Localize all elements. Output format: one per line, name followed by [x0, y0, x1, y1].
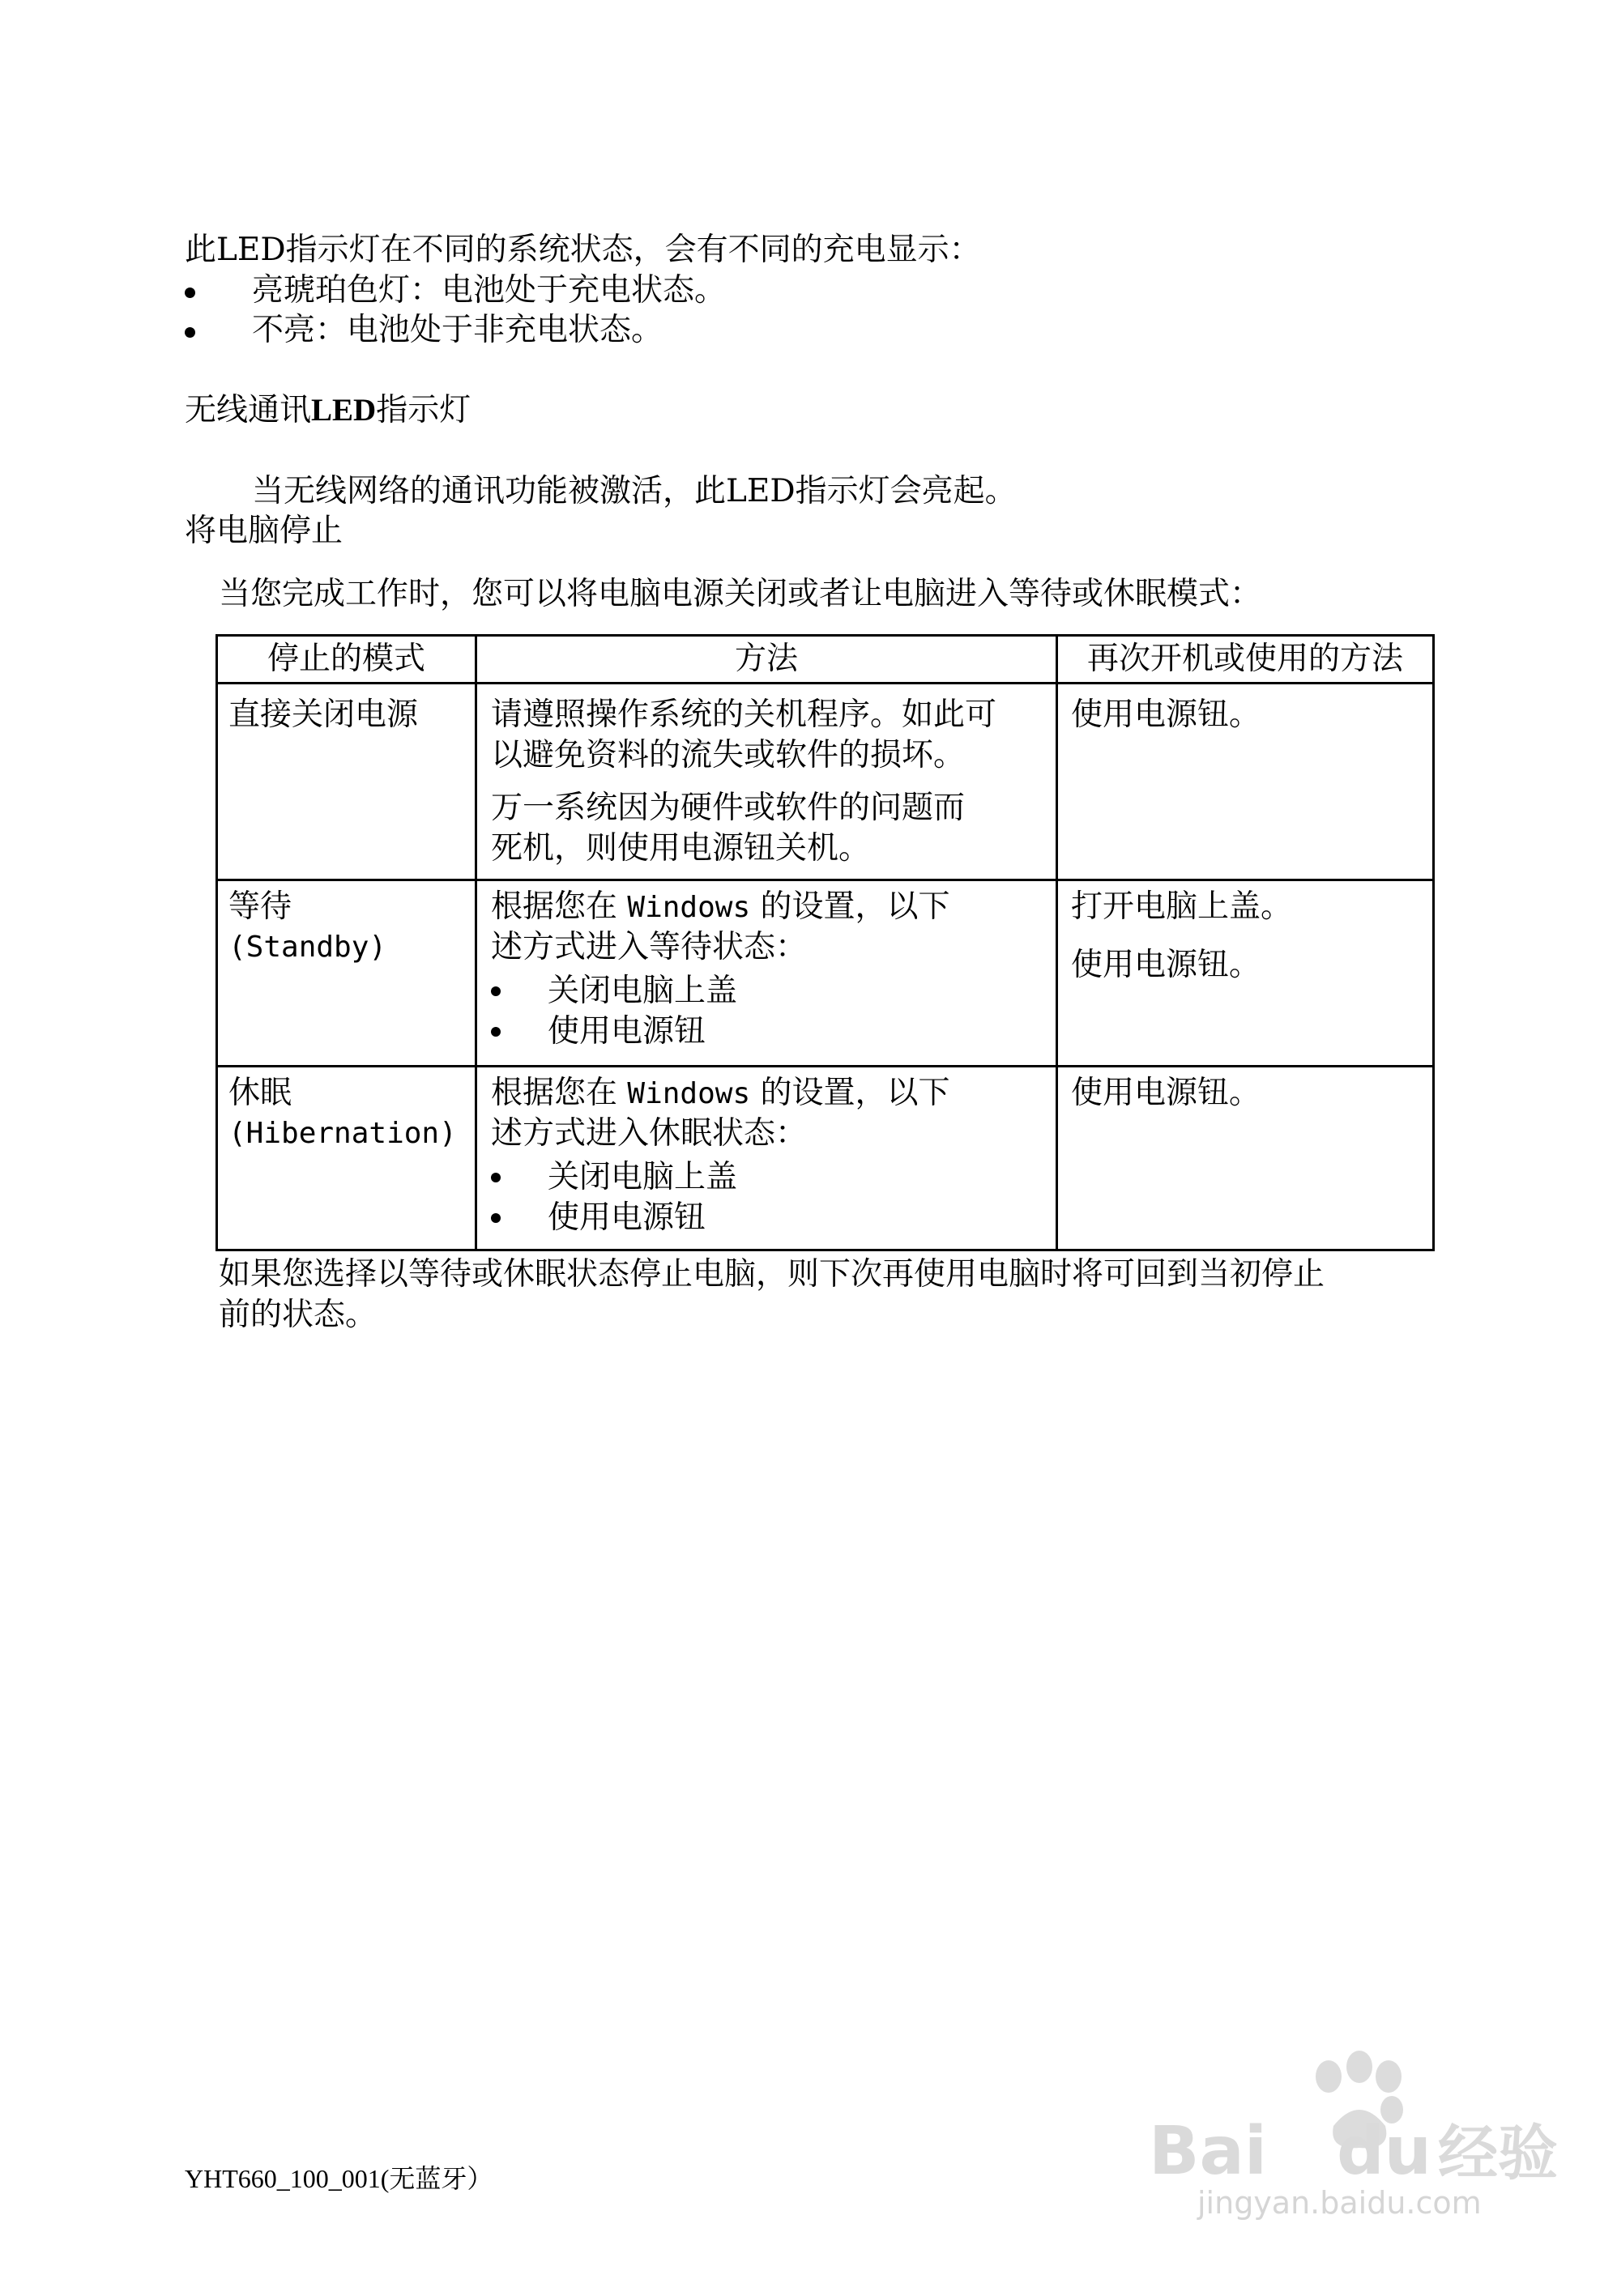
bullet-icon [491, 1213, 501, 1223]
row3-mode-en: (Hibernation) [228, 1117, 457, 1150]
row3-method-bullet2: 使用电源钮 [548, 1199, 706, 1236]
row3-mode: 休眠 [228, 1075, 292, 1111]
row1-method-line3: 万一系统因为硬件或软件的问题而 [491, 790, 966, 826]
row3-method-line2: 述方式进入休眠状态： [491, 1115, 808, 1152]
row1-method-line4: 死机，则使用电源钮关机。 [491, 830, 871, 867]
row3-restart: 使用电源钮。 [1071, 1075, 1261, 1111]
row2-method-bullet2: 使用电源钮 [548, 1013, 706, 1050]
row1-method-line2: 以避免资料的流失或软件的损坏。 [491, 737, 966, 773]
row2-restart2: 使用电源钮。 [1071, 947, 1261, 983]
watermark-logo [1149, 2049, 1559, 2221]
after-line-2: 前的状态。 [219, 1297, 378, 1333]
shutdown-heading: 将电脑停止 [185, 513, 343, 549]
after-line-1: 如果您选择以等待或休眠状态停止电脑，则下次再使用电脑时将可回到当初停止 [219, 1256, 1325, 1293]
wireless-heading [185, 391, 471, 430]
row1-mode: 直接关闭电源 [228, 696, 419, 733]
wireless-heading-post: 指示灯 [376, 392, 471, 428]
watermark-brand-a: Bai [1149, 2113, 1267, 2190]
shutdown-intro: 当您完成工作时，您可以将电脑电源关闭或者让电脑进入等待或休眠模式： [219, 576, 1262, 612]
bullet-icon [491, 1173, 501, 1182]
intro-bullet-1: 亮琥珀色灯：电池处于充电状态。 [252, 272, 727, 309]
row2-method-windows: Windows [627, 891, 751, 924]
row3-method-a: 根据您在 [491, 1075, 628, 1111]
wireless-heading-bold: LED [311, 393, 377, 428]
watermark-brand-b: du [1336, 2113, 1432, 2190]
document-footer: YHT660_100_001(无蓝牙） [185, 2164, 493, 2193]
row2-method-a: 根据您在 [491, 888, 628, 925]
header-method: 方法 [734, 641, 798, 677]
bullet-icon [185, 288, 195, 298]
intro-bullet-2: 不亮：电池处于非充电状态。 [252, 312, 663, 348]
bullet-icon [491, 986, 501, 996]
row2-method-b: 的设置，以下 [750, 888, 950, 925]
header-mode: 停止的模式 [267, 641, 425, 677]
wireless-desc: 当无线网络的通讯功能被激活，此LED指示灯会亮起。 [252, 473, 1017, 509]
row3-method-line1 [491, 1073, 950, 1114]
watermark-brand-cn: 经验 [1438, 2119, 1559, 2188]
row2-method-line1 [491, 887, 950, 928]
row2-restart1: 打开电脑上盖。 [1071, 888, 1293, 925]
row1-method-line1: 请遵照操作系统的关机程序。如此可 [491, 696, 997, 733]
row2-method-bullet1: 关闭电脑上盖 [548, 973, 738, 1009]
row2-method-line2: 述方式进入等待状态： [491, 929, 808, 965]
shutdown-table [215, 634, 1435, 1251]
row2-mode: 等待 [228, 888, 292, 925]
row3-method-b: 的设置，以下 [750, 1075, 950, 1111]
wireless-heading-pre: 无线通讯 [185, 392, 312, 428]
row3-method-windows: Windows [627, 1077, 751, 1110]
bullet-icon [491, 1027, 501, 1037]
watermark-brand [1149, 2106, 1558, 2192]
intro-line: 此LED指示灯在不同的系统状态，会有不同的充电显示： [185, 232, 981, 268]
row2-mode-en: (Standby) [228, 931, 387, 964]
row1-restart: 使用电源钮。 [1071, 696, 1261, 733]
watermark-url: jingyan.baidu.com [1197, 2185, 1482, 2221]
header-restart: 再次开机或使用的方法 [1086, 641, 1403, 677]
bullet-icon [185, 327, 195, 338]
row3-method-bullet1: 关闭电脑上盖 [548, 1159, 738, 1195]
